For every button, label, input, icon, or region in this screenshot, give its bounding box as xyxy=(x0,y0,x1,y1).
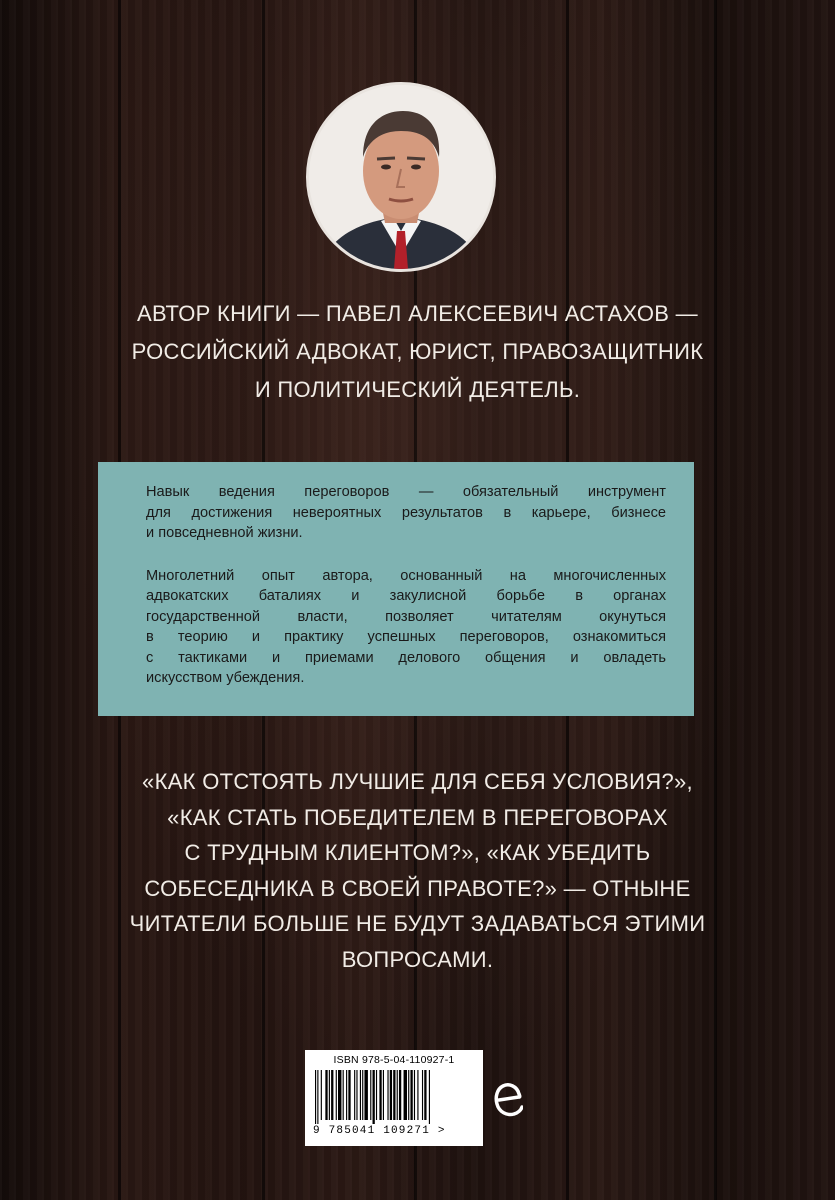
author-bio-line: И ПОЛИТИЧЕСКИЙ ДЕЯТЕЛЬ. xyxy=(254,377,581,402)
author-bio-line: АВТОР КНИГИ — ПАВЕЛ АЛЕКСЕЕВИЧ АСТАХОВ — xyxy=(137,301,698,326)
barcode-bar xyxy=(317,1070,318,1124)
description-line: искусством убеждения. xyxy=(146,670,305,686)
description-line: государственной власти, позволяет читателям окунуться xyxy=(146,608,666,625)
barcode-bar xyxy=(331,1070,333,1120)
description-line: адвокатских баталиях и закулисной борьбе в органах xyxy=(146,588,666,604)
barcode-bar xyxy=(393,1070,395,1120)
barcode-bar xyxy=(376,1070,377,1120)
description-paragraph-2 xyxy=(146,566,666,689)
description-line: в теорию и практику успешных переговоров, ознакомиться xyxy=(146,629,666,645)
barcode-bar xyxy=(315,1070,316,1124)
barcode-bar xyxy=(360,1070,361,1120)
barcode-bar xyxy=(325,1070,327,1120)
barcode-bar xyxy=(417,1070,418,1120)
barcode-digits: 9 785041 109271 > xyxy=(313,1125,446,1137)
barcode-bars-icon xyxy=(313,1070,475,1124)
barcode-bar xyxy=(429,1070,430,1124)
description-line: Многолетний опыт автора, основанный на многочисленных xyxy=(146,567,666,584)
barcode-bar xyxy=(390,1070,392,1120)
isbn-label: ISBN 978-5-04-110927-1 xyxy=(333,1054,455,1066)
barcode-bar xyxy=(348,1070,350,1120)
barcode-bar xyxy=(370,1070,371,1120)
barcode-bar xyxy=(373,1070,375,1124)
publisher-logo-icon xyxy=(493,1080,523,1120)
author-portrait-icon xyxy=(309,85,493,269)
barcode-bar xyxy=(356,1070,357,1120)
barcode-bar xyxy=(329,1070,330,1120)
barcode-bar xyxy=(343,1070,344,1120)
barcode-bar xyxy=(336,1070,337,1120)
questions-line: ЧИТАТЕЛИ БОЛЬШЕ НЕ БУДУТ ЗАДАВАТЬСЯ ЭТИМИ xyxy=(129,911,706,936)
barcode-bar xyxy=(414,1070,415,1120)
barcode-bar xyxy=(408,1070,409,1120)
barcode-bar xyxy=(422,1070,423,1120)
barcode-bar xyxy=(397,1070,398,1120)
description-line: с тактиками и приемами делового общения и овладеть xyxy=(146,649,666,666)
author-bio-line: РОССИЙСКИЙ АДВОКАТ, ЮРИСТ, ПРАВОЗАЩИТНИК xyxy=(131,339,704,364)
author-bio xyxy=(60,295,775,409)
barcode-bar xyxy=(387,1070,388,1120)
barcode-bar xyxy=(354,1070,355,1120)
barcode-bar xyxy=(338,1070,341,1120)
questions-line: ВОПРОСАМИ. xyxy=(341,946,494,972)
description-line: для достижения невероятных результатов в карьере, бизнесе xyxy=(146,504,666,521)
questions-line: СОБЕСЕДНИКА В СВОЕЙ ПРАВОТЕ?» — ОТНЫНЕ xyxy=(144,875,691,901)
barcode-bar xyxy=(364,1070,367,1120)
description-paragraph-1 xyxy=(146,482,666,544)
barcode-bar xyxy=(410,1070,412,1120)
questions-line: «КАК СТАТЬ ПОБЕДИТЕЛЕМ В ПЕРЕГОВОРАХ xyxy=(167,804,668,830)
author-portrait xyxy=(306,82,496,272)
barcode-bar xyxy=(424,1070,426,1120)
barcode-bar xyxy=(362,1070,363,1120)
barcode-bar xyxy=(383,1070,384,1120)
questions-block xyxy=(40,764,795,977)
barcode-bar xyxy=(404,1070,407,1120)
barcode-bar xyxy=(379,1070,381,1120)
description-box xyxy=(98,462,694,716)
barcode-bar xyxy=(346,1070,347,1120)
barcode-bar xyxy=(399,1070,401,1120)
isbn-barcode xyxy=(305,1050,483,1146)
description-line: и повседневной жизни. xyxy=(146,525,303,541)
questions-line: С ТРУДНЫМ КЛИЕНТОМ?», «КАК УБЕДИТЬ xyxy=(184,840,651,865)
barcode-bar xyxy=(321,1070,322,1120)
description-line: Навык ведения переговоров — обязательный инструмент xyxy=(146,484,666,500)
plank-gap xyxy=(714,0,717,1200)
questions-line: «КАК ОТСТОЯТЬ ЛУЧШИЕ ДЛЯ СЕБЯ УСЛОВИЯ?», xyxy=(142,769,693,794)
